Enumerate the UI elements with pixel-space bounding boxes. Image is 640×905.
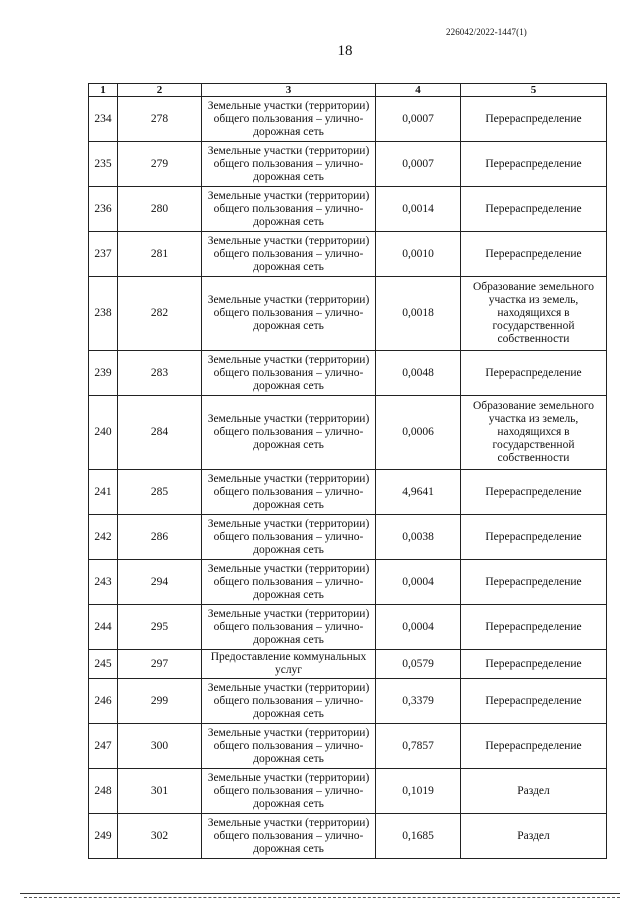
- row-number-cell: 240: [89, 396, 118, 470]
- plot-id-cell: 280: [118, 187, 202, 232]
- plot-purpose-cell: Земельные участки (территории) общего пользования – улично-дорожная сеть: [202, 142, 376, 187]
- row-number-cell: 241: [89, 470, 118, 515]
- plot-id-cell: 300: [118, 724, 202, 769]
- page-number: 18: [337, 43, 353, 59]
- column-header: 1: [89, 84, 118, 97]
- area-cell: 0,0048: [376, 351, 461, 396]
- area-cell: 0,0579: [376, 650, 461, 679]
- area-cell: 0,3379: [376, 679, 461, 724]
- column-header: 3: [202, 84, 376, 97]
- row-number-cell: 244: [89, 605, 118, 650]
- plot-id-cell: 284: [118, 396, 202, 470]
- row-number-cell: 235: [89, 142, 118, 187]
- action-cell: Образование земельного участка из земель, находящихся в государственной собственности: [461, 277, 607, 351]
- row-number-cell: 249: [89, 814, 118, 859]
- row-number-cell: 236: [89, 187, 118, 232]
- area-cell: 0,0004: [376, 605, 461, 650]
- plot-purpose-cell: Земельные участки (территории) общего пользования – улично-дорожная сеть: [202, 187, 376, 232]
- action-cell: Раздел: [461, 769, 607, 814]
- plot-purpose-cell: Предоставление коммунальных услуг: [202, 650, 376, 679]
- plot-purpose-cell: Земельные участки (территории) общего пользования – улично-дорожная сеть: [202, 351, 376, 396]
- action-cell: Перераспределение: [461, 187, 607, 232]
- area-cell: 0,7857: [376, 724, 461, 769]
- row-number-cell: 247: [89, 724, 118, 769]
- table-row: [89, 470, 607, 515]
- plot-purpose-cell: Земельные участки (территории) общего пользования – улично-дорожная сеть: [202, 470, 376, 515]
- plot-id-cell: 279: [118, 142, 202, 187]
- row-number-cell: 238: [89, 277, 118, 351]
- plot-purpose-cell: Земельные участки (территории) общего пользования – улично-дорожная сеть: [202, 724, 376, 769]
- action-cell: Перераспределение: [461, 470, 607, 515]
- plot-purpose-cell: Земельные участки (территории) общего пользования – улично-дорожная сеть: [202, 605, 376, 650]
- table-row: [89, 769, 607, 814]
- column-header: 4: [376, 84, 461, 97]
- plot-purpose-cell: Земельные участки (территории) общего пользования – улично-дорожная сеть: [202, 277, 376, 351]
- plot-id-cell: 294: [118, 560, 202, 605]
- plot-id-cell: 283: [118, 351, 202, 396]
- row-number-cell: 237: [89, 232, 118, 277]
- area-cell: 0,1019: [376, 769, 461, 814]
- plot-id-cell: 297: [118, 650, 202, 679]
- document-id: 226042/2022-1447(1): [446, 27, 527, 37]
- action-cell: Перераспределение: [461, 97, 607, 142]
- table-row: [89, 232, 607, 277]
- plot-id-cell: 301: [118, 769, 202, 814]
- action-cell: Перераспределение: [461, 560, 607, 605]
- area-cell: 0,0038: [376, 515, 461, 560]
- plot-id-cell: 285: [118, 470, 202, 515]
- action-cell: Раздел: [461, 814, 607, 859]
- action-cell: Перераспределение: [461, 724, 607, 769]
- table-row: [89, 187, 607, 232]
- plot-id-cell: 295: [118, 605, 202, 650]
- area-cell: 0,1685: [376, 814, 461, 859]
- table-body: [89, 97, 607, 859]
- row-number-cell: 234: [89, 97, 118, 142]
- column-header: 2: [118, 84, 202, 97]
- plot-id-cell: 299: [118, 679, 202, 724]
- area-cell: 0,0014: [376, 187, 461, 232]
- plot-purpose-cell: Земельные участки (территории) общего пользования – улично-дорожная сеть: [202, 232, 376, 277]
- area-cell: 0,0006: [376, 396, 461, 470]
- column-header: 5: [461, 84, 607, 97]
- area-cell: 0,0004: [376, 560, 461, 605]
- plot-id-cell: 282: [118, 277, 202, 351]
- action-cell: Перераспределение: [461, 605, 607, 650]
- plot-purpose-cell: Земельные участки (территории) общего пользования – улично-дорожная сеть: [202, 769, 376, 814]
- plot-purpose-cell: Земельные участки (территории) общего пользования – улично-дорожная сеть: [202, 814, 376, 859]
- table-row: [89, 277, 607, 351]
- table-row: [89, 650, 607, 679]
- action-cell: Образование земельного участка из земель, находящихся в государственной собственности: [461, 396, 607, 470]
- table-row: [89, 560, 607, 605]
- row-number-cell: 242: [89, 515, 118, 560]
- table-row: [89, 515, 607, 560]
- plot-purpose-cell: Земельные участки (территории) общего пользования – улично-дорожная сеть: [202, 679, 376, 724]
- plot-id-cell: 278: [118, 97, 202, 142]
- plot-purpose-cell: Земельные участки (территории) общего пользования – улично-дорожная сеть: [202, 97, 376, 142]
- table-row: [89, 814, 607, 859]
- area-cell: 0,0007: [376, 97, 461, 142]
- area-cell: 0,0010: [376, 232, 461, 277]
- action-cell: Перераспределение: [461, 679, 607, 724]
- action-cell: Перераспределение: [461, 515, 607, 560]
- row-number-cell: 248: [89, 769, 118, 814]
- row-number-cell: 239: [89, 351, 118, 396]
- table-row: [89, 605, 607, 650]
- plot-id-cell: 286: [118, 515, 202, 560]
- area-cell: 4,9641: [376, 470, 461, 515]
- action-cell: Перераспределение: [461, 142, 607, 187]
- area-cell: 0,0018: [376, 277, 461, 351]
- action-cell: Перераспределение: [461, 351, 607, 396]
- plot-id-cell: 281: [118, 232, 202, 277]
- plot-id-cell: 302: [118, 814, 202, 859]
- table-header-row: [89, 84, 607, 97]
- plot-purpose-cell: Земельные участки (территории) общего пользования – улично-дорожная сеть: [202, 515, 376, 560]
- table-row: [89, 724, 607, 769]
- footer-rule-dashed: [24, 897, 620, 898]
- table-row: [89, 142, 607, 187]
- land-plots-table: [88, 83, 607, 859]
- action-cell: Перераспределение: [461, 232, 607, 277]
- table-row: [89, 351, 607, 396]
- plot-purpose-cell: Земельные участки (территории) общего пользования – улично-дорожная сеть: [202, 396, 376, 470]
- row-number-cell: 246: [89, 679, 118, 724]
- table-row: [89, 396, 607, 470]
- row-number-cell: 245: [89, 650, 118, 679]
- row-number-cell: 243: [89, 560, 118, 605]
- plot-purpose-cell: Земельные участки (территории) общего пользования – улично-дорожная сеть: [202, 560, 376, 605]
- footer-rule: [20, 893, 620, 894]
- action-cell: Перераспределение: [461, 650, 607, 679]
- table-row: [89, 97, 607, 142]
- table-row: [89, 679, 607, 724]
- area-cell: 0,0007: [376, 142, 461, 187]
